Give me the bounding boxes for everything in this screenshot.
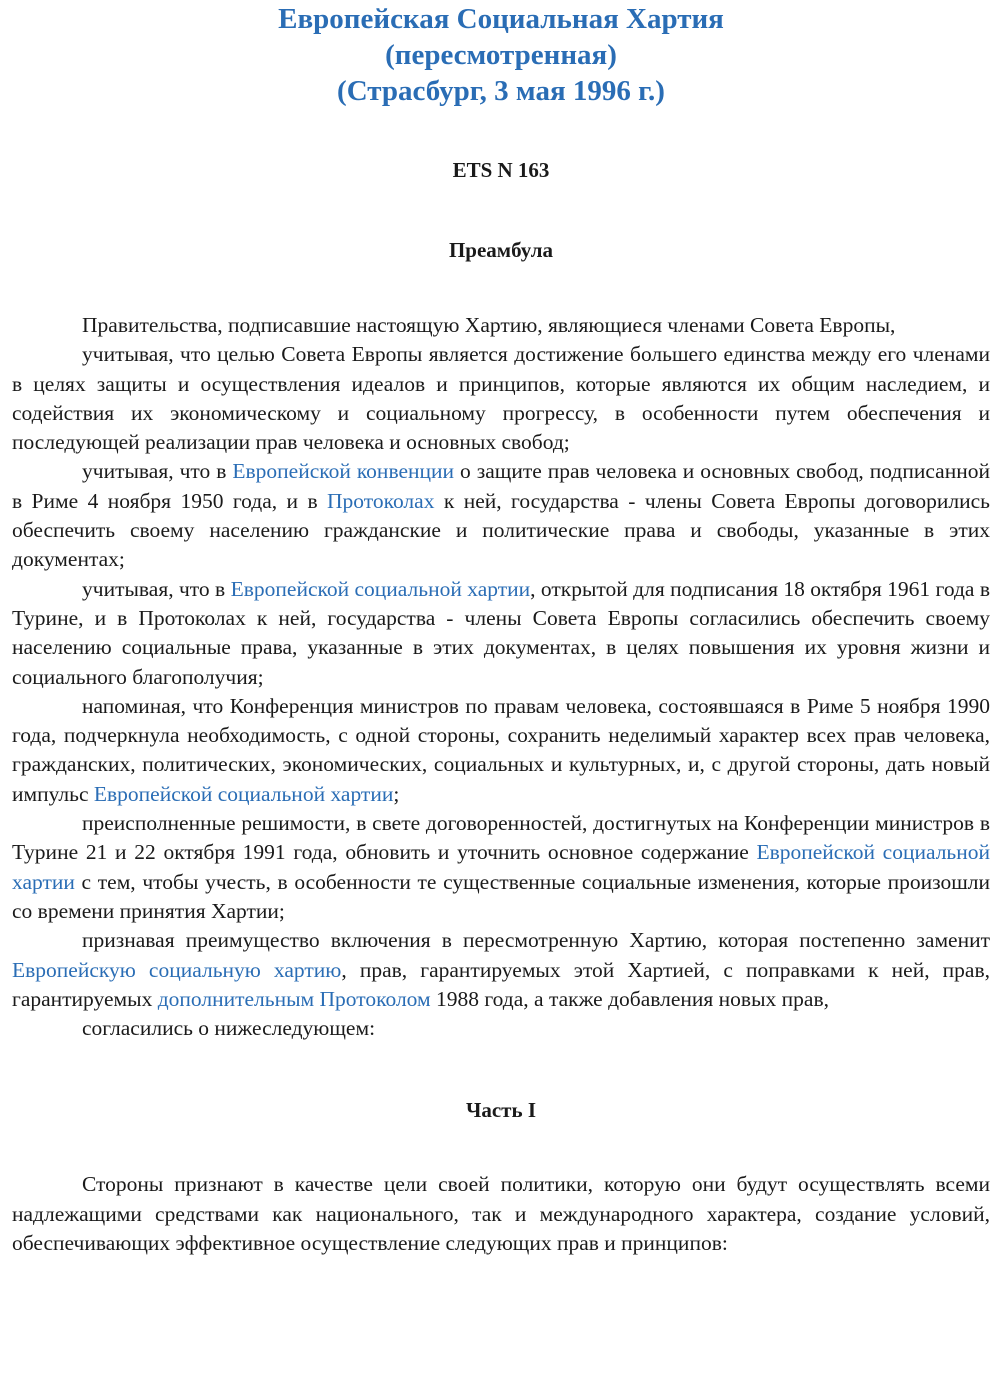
link-european-social-charter[interactable]: Европейской социальной хартии: [12, 840, 990, 894]
preamble-paragraph-8: согласились о нижеследующем:: [82, 1016, 376, 1041]
text-span: к ней, государства - члены Совета Европы договорились обеспечить своему населению гражданские и политические права и свободы, указанные в этих документах;: [12, 488, 990, 572]
ets-number: ETS N 163: [452, 158, 550, 182]
part-1-heading: Часть I: [465, 1098, 537, 1123]
preamble-body: [12, 311, 990, 1043]
text-span: преисполненные решимости, в свете договоренностей, достигнутых на Конференции министров в Турине 21 и 22 октября 1991 года, обновить и уточнить основное содержание: [12, 811, 990, 865]
link-european-convention[interactable]: Европейской конвенции: [232, 459, 455, 484]
link-european-social-charter[interactable]: Европейской социальной хартии: [93, 781, 394, 806]
text-span: учитывая, что в: [82, 459, 233, 484]
link-protocols[interactable]: Протоколах: [327, 488, 435, 513]
document-title: [12, 0, 990, 109]
link-additional-protocol[interactable]: дополнительным Протоколом: [157, 986, 431, 1011]
text-span: , прав, гарантируемых этой Хартией, с поправками к ней, прав, гарантируемых: [12, 957, 991, 1011]
title-line-2: (пересмотренная): [385, 39, 617, 71]
preamble-paragraph-7: [12, 926, 990, 1014]
text-span: ;: [393, 781, 400, 806]
preamble-paragraph-5: [12, 692, 990, 809]
preamble-paragraph-6: [12, 809, 990, 926]
preamble-paragraph-2: учитывая, что целью Совета Европы является достижение большего единства между его членами в целях защиты и осуществления идеалов и принципов, которые являются их общим наследием, и содействия их экономическому и социальному прогрессу, в особенности путем обеспечения и последующей реализации прав человека и основных свобод;: [12, 342, 990, 455]
text-span: 1988 года, а также добавления новых прав,: [430, 986, 829, 1011]
preamble-paragraph-4: [12, 575, 990, 692]
link-european-social-charter[interactable]: Европейской социальной хартии: [230, 576, 531, 601]
preamble-paragraph-3: [12, 457, 990, 574]
text-span: признавая преимущество включения в пересмотренную Хартию, которая постепенно заменит: [82, 928, 990, 953]
text-span: о защите прав человека и основных свобод, подписанной в Риме 4 ноября 1950 года, и в: [12, 459, 990, 513]
text-span: , открытой для подписания 18 октября 1961 года в Турине, и в Протоколах к ней, государства - члены Совета Европы согласились обеспечить своему населению социальные права, указанные в этих документах, в целях повышения их уровня жизни и социального благополучия;: [12, 576, 990, 689]
document-page: [12, 0, 990, 1258]
preamble-paragraph-1: Правительства, подписавшие настоящую Хартию, являющиеся членами Совета Европы,: [82, 313, 896, 337]
part-1-paragraph-1: Стороны признают в качестве цели своей политики, которую они будут осуществлять всеми надлежащими средствами как национального, так и международного характера, создание условий, обеспечивающих эффективное осуществление следующих прав и принципов:: [12, 1172, 990, 1256]
link-european-social-charter[interactable]: Европейскую социальную хартию: [12, 957, 342, 982]
text-span: напоминая, что Конференция министров по правам человека, состоявшаяся в Риме 5 ноября 1990 года, подчеркнула необходимость, с одной стороны, сохранить неделимый характер всех прав человека, гражданских, политических, экономических, социальных и культурных, и, с другой стороны, дать новый импульс: [12, 693, 990, 806]
preamble-heading: Преамбула: [448, 238, 554, 262]
title-line-1: Европейская Социальная Хартия: [278, 3, 724, 35]
part-1-body: [12, 1170, 990, 1258]
text-span: с тем, чтобы учесть, в особенности те существенные социальные изменения, которые произошли со времени принятия Хартии;: [12, 869, 990, 923]
text-span: учитывая, что в: [82, 576, 231, 601]
title-line-3: (Страсбург, 3 мая 1996 г.): [337, 75, 665, 107]
